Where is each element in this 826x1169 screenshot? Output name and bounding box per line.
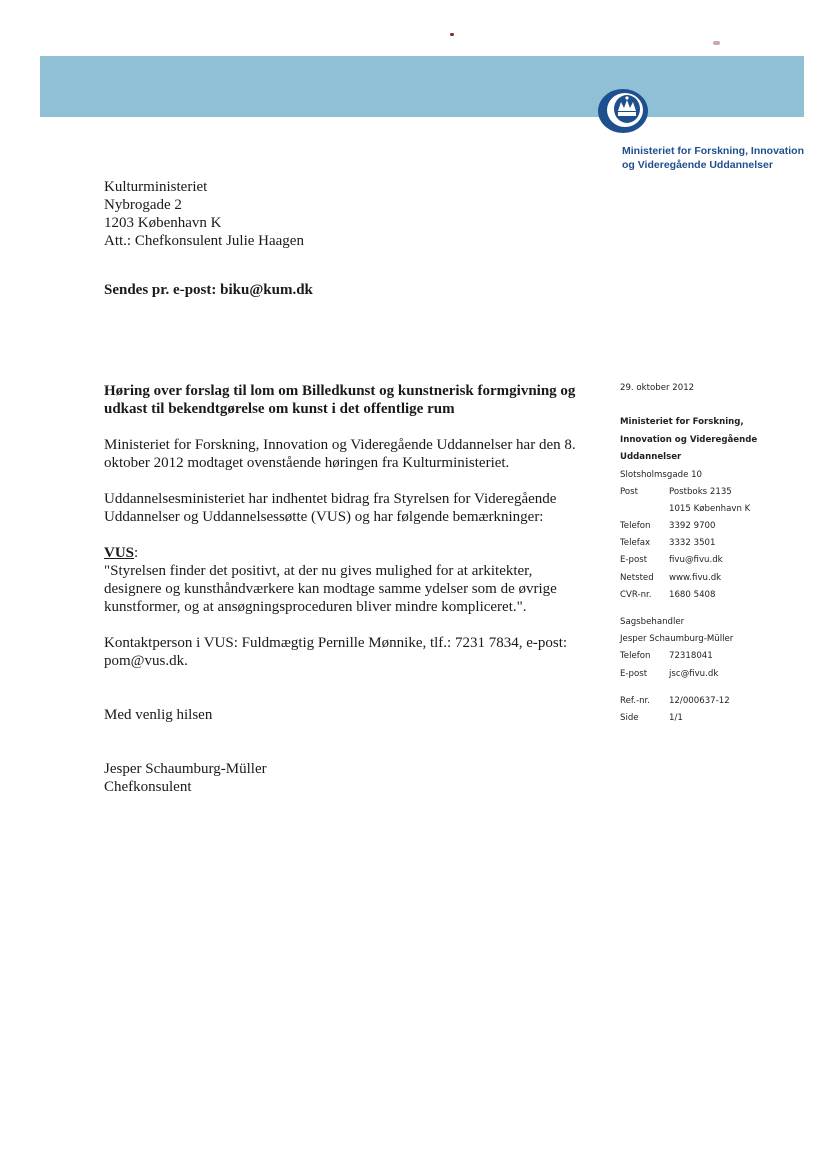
ministry-name-line2: og Videregående Uddannelser (622, 159, 773, 171)
post-value1: Postboks 2135 (669, 486, 732, 497)
signer-title: Chefkonsulent (104, 779, 192, 795)
post-label: Post (620, 486, 638, 497)
contact-paragraph: Kontaktperson i VUS: Fuldmægtig Pernille Mønnike, tlf.: 7231 7834, e-post: pom@vus.dk. (104, 635, 568, 669)
sb-epost-label: E-post (620, 668, 648, 679)
ref-row (620, 693, 810, 710)
epost-row (620, 552, 810, 569)
sb-telefon-row (620, 648, 810, 665)
recipient-line3: 1203 København K (104, 215, 222, 231)
netsted-label: Netsted (620, 572, 654, 583)
vus-heading: VUS (104, 545, 135, 561)
telefax-row (620, 535, 810, 552)
recipient-line2: Nybrogade 2 (104, 197, 182, 213)
post-value2: 1015 København K (669, 503, 751, 514)
scan-speck (450, 33, 454, 36)
ref-value: 12/000637-12 (669, 695, 730, 706)
sidebar-info (620, 383, 810, 727)
ref-label: Ref.-nr. (620, 695, 651, 706)
scan-speck-2 (713, 41, 720, 45)
cvr-row (620, 587, 810, 604)
netsted-value[interactable]: www.fivu.dk (669, 572, 722, 583)
vus-quote: "Styrelsen finder det positivt, at der nu gives mulighed for at arkitekter, designere og kunsthåndværkere kan modtage samme ydelser som de øvrige kunstformer, og at ansøgningsproceduren bliver mindre kompliceret.". (104, 563, 557, 615)
sb-telefon-value: 72318041 (669, 651, 713, 662)
paragraph-received: Ministeriet for Forskning, Innovation og Videregående Uddannelser har den 8. oktober 2012 modtaget ovenstående høringen fra Kulturministeriet. (104, 437, 576, 471)
telefon-label: Telefon (620, 521, 651, 532)
closing-greeting: Med venlig hilsen (104, 707, 213, 723)
subject-line1: Høring over forslag til lom om Billedkunst og kunstnerisk formgivning og (104, 383, 576, 399)
signer-name: Jesper Schaumburg-Müller (104, 761, 267, 777)
sb-epost-row (620, 666, 810, 683)
telefax-value: 3332 3501 (669, 538, 716, 549)
paragraph-contributions: Uddannelsesministeriet har indhentet bidrag fra Styrelsen for Videregående Uddannelser og Uddannelsessøtte (VUS) og har følgende bemærkninger: (104, 491, 557, 525)
vus-section (104, 544, 584, 562)
org-line1: Ministeriet for Forskning, (620, 417, 744, 427)
letter-date: 29. oktober 2012 (620, 383, 695, 393)
page-label: Side (620, 712, 639, 723)
recipient-address (104, 178, 304, 250)
telefax-label: Telefax (620, 538, 651, 549)
letter-body (104, 382, 584, 796)
vus-heading-colon: : (134, 545, 139, 561)
letter-subject (104, 382, 584, 418)
netsted-row (620, 570, 810, 587)
street-address: Slotsholmsgade 10 (620, 469, 703, 480)
cvr-label: CVR-nr. (620, 589, 652, 600)
page-row (620, 710, 810, 727)
org-line2: Innovation og Videregående (620, 434, 758, 445)
epost-label: E-post (620, 555, 648, 566)
post-row (620, 484, 810, 501)
sagsbehandler-label: Sagsbehandler (620, 617, 685, 627)
sb-epost-value[interactable]: jsc@fivu.dk (669, 668, 719, 679)
cvr-value: 1680 5408 (669, 589, 716, 600)
epost-value[interactable]: fivu@fivu.dk (669, 555, 723, 566)
telefon-row (620, 518, 810, 535)
org-line3: Uddannelser (620, 452, 682, 462)
subject-line2: udkast til bekendtgørelse om kunst i det offentlige rum (104, 401, 455, 417)
ministry-name (622, 144, 804, 172)
crown-emblem-icon (596, 86, 652, 136)
sagsbehandler-name: Jesper Schaumburg-Müller (620, 634, 734, 645)
recipient-line4: Att.: Chefkonsulent Julie Haagen (104, 233, 304, 249)
sb-telefon-label: Telefon (620, 651, 651, 662)
header-banner (40, 56, 804, 117)
post-row-2 (620, 501, 810, 518)
recipient-line1: Kulturministeriet (104, 179, 208, 195)
ministry-name-line1: Ministeriet for Forskning, Innovation (622, 145, 805, 157)
sidebar-org (620, 414, 810, 467)
send-line: Sendes pr. e-post: biku@kum.dk (104, 282, 313, 298)
page-value: 1/1 (669, 712, 683, 723)
telefon-value: 3392 9700 (669, 521, 716, 532)
